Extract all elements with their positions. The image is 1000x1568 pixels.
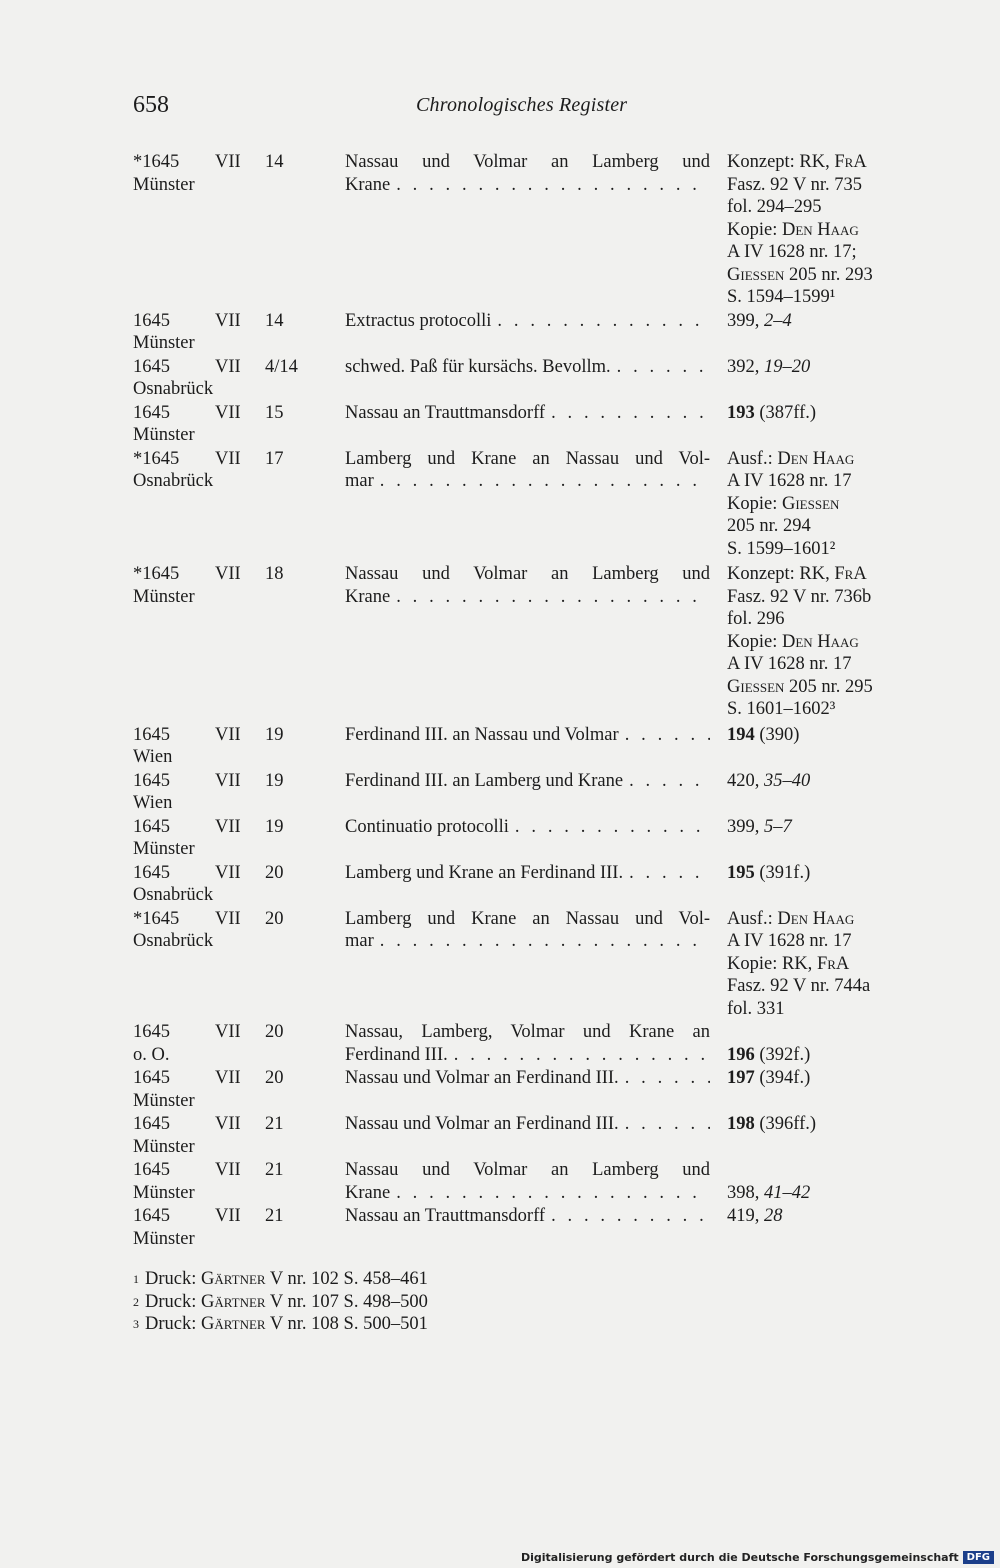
- running-head: Chronologisches Register: [416, 94, 628, 116]
- entry-month: VII: [215, 152, 241, 172]
- entry-date-line: [133, 1205, 323, 1228]
- entry-day: 4/14: [265, 356, 298, 377]
- subject-text: schwed. Paß für kursächs. Bevollm.: [345, 356, 611, 377]
- register-entry: [133, 563, 903, 721]
- entry-source: [727, 1067, 907, 1090]
- entry-date-line: [133, 1113, 323, 1136]
- entry-date-line: [133, 1067, 323, 1090]
- source-line: A IV 1628 nr. 17: [727, 471, 852, 491]
- entry-date-line: [133, 770, 323, 793]
- entry-source: [727, 1205, 907, 1228]
- entry-month: VII: [215, 402, 241, 423]
- register-entry: [133, 1205, 903, 1250]
- entry-subject: [345, 563, 710, 608]
- subject-text: mar: [345, 471, 374, 491]
- source-line: 392, 19–20: [727, 356, 811, 377]
- dot-leader: [515, 816, 710, 839]
- subject-text: Lamberg und Krane an Ferdinand III.: [345, 862, 624, 883]
- entry-place: Osnabrück: [133, 471, 214, 491]
- source-line: A IV 1628 nr. 17: [727, 654, 852, 674]
- entry-date-line: [133, 448, 323, 471]
- source-line: Fasz. 92 V nr. 744a: [727, 976, 871, 996]
- subject-line: [345, 816, 710, 839]
- dot-leader: [454, 1044, 710, 1067]
- subject-line: [345, 862, 710, 885]
- entry-subject: [345, 816, 710, 861]
- register-entry: [133, 356, 903, 401]
- entry-place: Münster: [133, 1136, 195, 1157]
- entry-day: 20: [265, 1022, 284, 1042]
- document-number: 195: [727, 862, 755, 883]
- entry-subject: [345, 448, 710, 493]
- archive-name: Den Haag: [781, 219, 859, 240]
- source-line: Kopie: Den Haag: [727, 631, 859, 652]
- entry-subject: [345, 1159, 710, 1204]
- entry-source: [727, 151, 907, 309]
- entry-place: Münster: [133, 1182, 195, 1203]
- entry-day: 18: [265, 564, 284, 584]
- register-entry: [133, 908, 903, 1021]
- entry-source: [727, 724, 907, 747]
- archive-name: FrA: [816, 953, 850, 974]
- source-line: 197 (394f.): [727, 1068, 811, 1088]
- entry-date-line: [133, 1159, 323, 1182]
- entry-place: Münster: [133, 839, 195, 859]
- subject-line: [345, 1205, 710, 1228]
- document-number: 196: [727, 1044, 755, 1065]
- dfg-footer-text: Digitalisierung gefördert durch die Deutsche Forschungsgemeinschaft: [520, 1551, 959, 1564]
- footnote-number: 1: [133, 1272, 139, 1286]
- entry-day: 19: [265, 770, 284, 791]
- entry-source: [727, 816, 907, 839]
- line-reference: 28: [764, 1206, 783, 1226]
- entry-subject: [345, 862, 710, 907]
- source-line: 195 (391f.): [727, 862, 811, 883]
- register-entry: [133, 1021, 903, 1066]
- entry-date: [133, 1113, 323, 1158]
- subject-line: Nassau und Volmar an Lamberg und: [345, 1160, 710, 1180]
- register-entry: [133, 1113, 903, 1158]
- entry-date: [133, 724, 323, 769]
- entry-place: Osnabrück: [133, 885, 214, 905]
- entry-source: [727, 448, 907, 561]
- source-line: Konzept: RK, FrA: [727, 564, 867, 584]
- entry-place: Münster: [133, 425, 195, 445]
- footnote-text: Druck: Gärtner V nr. 108 S. 500–501: [145, 1314, 428, 1334]
- archive-name: Den Haag: [777, 908, 855, 929]
- line-reference: 5–7: [764, 816, 792, 837]
- entry-month: VII: [215, 1160, 241, 1180]
- entry-date: [133, 151, 323, 196]
- entry-place: Wien: [133, 747, 173, 767]
- subject-text: Nassau und Volmar an Ferdinand III.: [345, 1114, 619, 1134]
- line-reference: 2–4: [764, 310, 792, 331]
- author-name: Gärtner: [201, 1314, 266, 1334]
- line-reference: 41–42: [764, 1182, 811, 1203]
- entry-place: Wien: [133, 793, 173, 813]
- entry-date-line: [133, 356, 323, 379]
- entry-day: 20: [265, 908, 284, 929]
- entry-year: 1645: [133, 1068, 170, 1088]
- dot-leader: [380, 470, 710, 493]
- entry-year: *1645: [133, 448, 180, 469]
- source-line: A IV 1628 nr. 17: [727, 931, 852, 951]
- dot-leader: [396, 174, 710, 197]
- footnote: [133, 1268, 428, 1291]
- entry-place: Osnabrück: [133, 379, 214, 399]
- subject-line: [345, 402, 710, 425]
- entry-date-line: [133, 908, 323, 931]
- source-line: Fasz. 92 V nr. 736b: [727, 586, 872, 607]
- document-number: 198: [727, 1114, 755, 1134]
- entry-date: [133, 563, 323, 608]
- subject-text: Krane: [345, 586, 391, 607]
- entry-place: Münster: [133, 174, 195, 195]
- document-number: 193: [727, 402, 755, 423]
- entry-source: [727, 356, 907, 379]
- entry-source: [727, 310, 907, 333]
- subject-text: Nassau an Trauttmansdorff: [345, 402, 546, 423]
- dot-leader: [380, 930, 710, 953]
- entry-day: 14: [265, 310, 284, 331]
- entry-month: VII: [215, 448, 241, 469]
- entry-year: *1645: [133, 564, 180, 584]
- entry-date: [133, 770, 323, 815]
- entry-month: VII: [215, 356, 241, 377]
- entry-subject: [345, 1205, 710, 1250]
- subject-line: [345, 1067, 710, 1090]
- entry-subject: [345, 151, 710, 196]
- source-line: 198 (396ff.): [727, 1114, 817, 1134]
- subject-line: [345, 770, 710, 793]
- entry-date: [133, 310, 323, 355]
- entry-year: 1645: [133, 1022, 170, 1042]
- line-reference: 35–40: [764, 770, 811, 791]
- subject-line: [345, 470, 710, 493]
- dot-leader: [625, 1067, 710, 1090]
- source-line: [727, 1159, 907, 1182]
- entry-subject: [345, 724, 710, 769]
- entry-date: [133, 1205, 323, 1250]
- register-entry: [133, 1067, 903, 1112]
- entry-subject: [345, 1021, 710, 1066]
- source-line: fol. 331: [727, 998, 785, 1019]
- entry-day: 19: [265, 724, 284, 745]
- source-line: [727, 1021, 907, 1044]
- entry-date: [133, 356, 323, 401]
- entry-place: Münster: [133, 1228, 195, 1249]
- entry-place: o. O.: [133, 1044, 170, 1065]
- entry-date-line: [133, 1021, 323, 1044]
- entry-day: 21: [265, 1206, 284, 1226]
- entry-subject: [345, 1067, 710, 1112]
- entry-month: VII: [215, 770, 241, 791]
- source-line: S. 1594–1599¹: [727, 287, 836, 307]
- source-line: Ausf.: Den Haag: [727, 908, 855, 929]
- subject-line: Nassau und Volmar an Lamberg und: [345, 564, 710, 584]
- register-entry: [133, 448, 903, 561]
- source-line: S. 1601–1602³: [727, 699, 836, 719]
- entry-month: VII: [215, 862, 241, 883]
- entry-source: [727, 1159, 907, 1204]
- entry-day: 21: [265, 1160, 284, 1180]
- register-entry: [133, 402, 903, 447]
- entry-year: 1645: [133, 770, 170, 791]
- entry-month: VII: [215, 564, 241, 584]
- register-entry: [133, 151, 903, 309]
- entry-source: [727, 1113, 907, 1136]
- source-line: 205 nr. 294: [727, 516, 811, 536]
- entry-date-line: [133, 402, 323, 425]
- subject-line: Nassau und Volmar an Lamberg und: [345, 152, 710, 172]
- entry-source: [727, 1021, 907, 1066]
- dfg-footer: [521, 1551, 994, 1564]
- subject-line: Lamberg und Krane an Nassau und Vol-: [345, 908, 710, 929]
- archive-name: FrA: [834, 152, 867, 172]
- dot-leader: [396, 586, 710, 609]
- source-line: Kopie: Den Haag: [727, 219, 859, 240]
- subject-line: [345, 1044, 710, 1067]
- footnote-number: 2: [133, 1294, 139, 1309]
- entry-day: 20: [265, 1068, 284, 1088]
- footnote-text: Druck: Gärtner V nr. 102 S. 458–461: [145, 1269, 428, 1289]
- entry-date-line: [133, 151, 323, 174]
- entry-day: 21: [265, 1114, 284, 1134]
- source-line: 399, 2–4: [727, 310, 792, 331]
- footnotes: [133, 1268, 428, 1336]
- subject-line: [345, 356, 710, 379]
- source-line: 399, 5–7: [727, 816, 792, 837]
- subject-line: Lamberg und Krane an Nassau und Vol-: [345, 448, 710, 469]
- subject-text: Krane: [345, 174, 391, 195]
- document-number: 194: [727, 724, 755, 745]
- dot-leader: [497, 310, 710, 333]
- register-entry: [133, 310, 903, 355]
- entry-month: VII: [215, 1068, 241, 1088]
- source-line: Kopie: Giessen: [727, 493, 840, 514]
- footnote: [133, 1313, 428, 1336]
- subject-line: Nassau, Lamberg, Volmar und Krane an: [345, 1022, 710, 1042]
- entry-date-line: [133, 310, 323, 333]
- entry-subject: [345, 356, 710, 401]
- source-line: 398, 41–42: [727, 1182, 811, 1203]
- entry-date-line: [133, 816, 323, 839]
- entry-day: 14: [265, 152, 284, 172]
- subject-text: Extractus protocolli: [345, 310, 492, 331]
- entry-day: 20: [265, 862, 284, 883]
- entry-year: 1645: [133, 862, 170, 883]
- source-line: Ausf.: Den Haag: [727, 448, 855, 469]
- subject-line: [345, 1182, 710, 1205]
- source-line: 419, 28: [727, 1206, 783, 1226]
- subject-line: [345, 1113, 710, 1136]
- page-number: 658: [133, 92, 169, 118]
- subject-text: Ferdinand III.: [345, 1044, 448, 1065]
- subject-text: Ferdinand III. an Lamberg und Krane: [345, 770, 624, 791]
- entry-place: Osnabrück: [133, 931, 214, 951]
- footnote-text: Druck: Gärtner V nr. 107 S. 498–500: [145, 1291, 428, 1312]
- entry-date: [133, 816, 323, 861]
- subject-text: Nassau an Trauttmansdorff: [345, 1206, 546, 1226]
- register-list: [133, 151, 903, 1250]
- archive-name: Den Haag: [781, 631, 859, 652]
- entry-month: VII: [215, 310, 241, 331]
- source-line: 196 (392f.): [727, 1044, 811, 1065]
- subject-line: [345, 586, 710, 609]
- entry-date: [133, 908, 323, 953]
- subject-text: mar: [345, 931, 374, 951]
- subject-text: Ferdinand III. an Nassau und Volmar: [345, 724, 619, 745]
- entry-date: [133, 862, 323, 907]
- dot-leader: [551, 1205, 710, 1228]
- source-line: Fasz. 92 V nr. 735: [727, 174, 862, 195]
- entry-year: 1645: [133, 356, 170, 377]
- entry-date: [133, 1159, 323, 1204]
- source-line: S. 1599–1601²: [727, 538, 836, 559]
- entry-subject: [345, 402, 710, 447]
- entry-date: [133, 1067, 323, 1112]
- dot-leader: [551, 402, 710, 425]
- dot-leader: [625, 724, 710, 747]
- entry-month: VII: [215, 1206, 241, 1226]
- entry-subject: [345, 770, 710, 815]
- entry-day: 15: [265, 402, 284, 423]
- dot-leader: [629, 862, 710, 885]
- entry-year: *1645: [133, 152, 180, 172]
- entry-subject: [345, 310, 710, 355]
- archive-name: FrA: [834, 564, 867, 584]
- source-line: Konzept: RK, FrA: [727, 152, 867, 172]
- subject-line: [345, 930, 710, 953]
- entry-date-line: [133, 862, 323, 885]
- author-name: Gärtner: [201, 1291, 266, 1312]
- entry-source: [727, 908, 907, 1021]
- archive-name: Den Haag: [777, 448, 855, 469]
- entry-year: 1645: [133, 724, 170, 745]
- source-line: 194 (390): [727, 724, 800, 745]
- source-line: Giessen 205 nr. 293: [727, 264, 873, 285]
- source-line: fol. 294–295: [727, 197, 822, 217]
- footnote-number: 3: [133, 1317, 139, 1331]
- entry-year: 1645: [133, 1114, 170, 1134]
- entry-date: [133, 402, 323, 447]
- subject-text: Krane: [345, 1182, 391, 1203]
- source-line: 193 (387ff.): [727, 402, 817, 423]
- entry-source: [727, 402, 907, 425]
- entry-day: 17: [265, 448, 284, 469]
- entry-year: 1645: [133, 1206, 170, 1226]
- entry-place: Münster: [133, 333, 195, 353]
- entry-year: 1645: [133, 310, 170, 331]
- subject-text: Continuatio protocolli: [345, 816, 509, 837]
- archive-name: Giessen: [727, 264, 785, 285]
- subject-line: [345, 724, 710, 747]
- archive-name: Giessen: [727, 676, 785, 697]
- entry-month: VII: [215, 908, 241, 929]
- entry-month: VII: [215, 1114, 241, 1134]
- entry-source: [727, 563, 907, 721]
- dot-leader: [617, 356, 710, 379]
- entry-source: [727, 862, 907, 885]
- entry-year: 1645: [133, 1160, 170, 1180]
- entry-date: [133, 1021, 323, 1066]
- entry-month: VII: [215, 724, 241, 745]
- entry-month: VII: [215, 1022, 241, 1042]
- subject-text: Nassau und Volmar an Ferdinand III.: [345, 1068, 619, 1088]
- entry-date-line: [133, 724, 323, 747]
- entry-place: Münster: [133, 1090, 195, 1111]
- subject-line: [345, 310, 710, 333]
- entry-date: [133, 448, 323, 493]
- dfg-logo: DFG: [963, 1551, 994, 1564]
- source-line: Kopie: RK, FrA: [727, 953, 850, 974]
- author-name: Gärtner: [201, 1269, 266, 1289]
- source-line: Giessen 205 nr. 295: [727, 676, 873, 697]
- source-line: A IV 1628 nr. 17;: [727, 242, 857, 262]
- entry-year: *1645: [133, 908, 180, 929]
- source-line: 420, 35–40: [727, 770, 811, 791]
- register-entry: [133, 724, 903, 769]
- archive-name: Giessen: [781, 493, 840, 514]
- entry-date-line: [133, 563, 323, 586]
- entry-year: 1645: [133, 402, 170, 423]
- entry-subject: [345, 908, 710, 953]
- register-entry: [133, 816, 903, 861]
- entry-year: 1645: [133, 816, 170, 837]
- footnote: [133, 1291, 428, 1314]
- line-reference: 19–20: [764, 356, 811, 377]
- dot-leader: [629, 770, 710, 793]
- entry-day: 19: [265, 816, 284, 837]
- register-entry: [133, 770, 903, 815]
- entry-source: [727, 770, 907, 793]
- entry-month: VII: [215, 816, 241, 837]
- register-entry: [133, 862, 903, 907]
- document-number: 197: [727, 1068, 755, 1088]
- entry-place: Münster: [133, 586, 195, 607]
- dot-leader: [396, 1182, 710, 1205]
- subject-line: [345, 174, 710, 197]
- entry-subject: [345, 1113, 710, 1158]
- register-entry: [133, 1159, 903, 1204]
- dot-leader: [625, 1113, 710, 1136]
- source-line: fol. 296: [727, 609, 785, 629]
